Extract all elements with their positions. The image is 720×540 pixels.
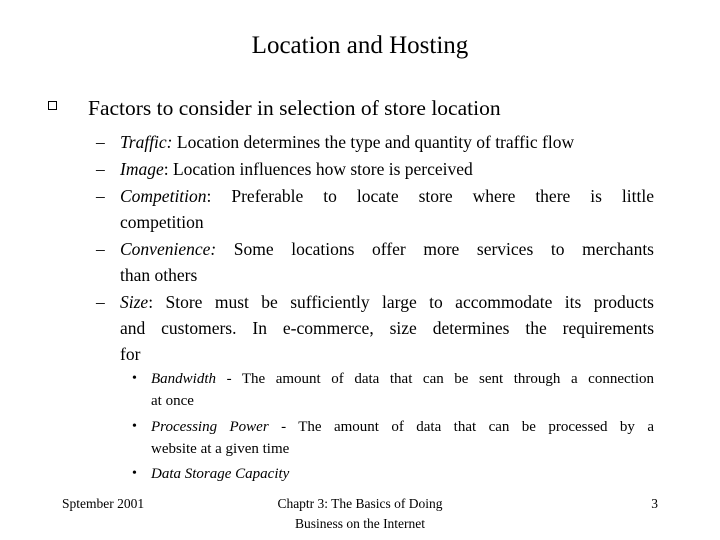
factor-text: Some locations offer more services to merchants — [216, 239, 654, 259]
factor-term: Image — [120, 159, 164, 179]
requirement-data-storage — [132, 463, 654, 485]
footer-chapter — [230, 494, 490, 534]
requirement-processing-power — [132, 416, 654, 460]
page-number: 3 — [651, 496, 658, 511]
dash-bullet-icon: – — [96, 292, 105, 312]
requirement-text-continued: website at a given time — [151, 441, 290, 457]
factor-text-continued: for — [120, 344, 141, 364]
factor-text-continued: and customers. In e-commerce, size determines the requirements — [120, 318, 654, 338]
square-bullet-icon — [48, 101, 57, 110]
factor-size — [96, 289, 654, 367]
factor-text: : Preferable to locate store where there is little — [206, 186, 654, 206]
requirement-term: Data Storage Capacity — [151, 466, 290, 482]
factor-text-continued: competition — [120, 212, 204, 232]
factor-text: Location determines the type and quantity of traffic flow — [172, 132, 575, 152]
footer-chapter-line1: Chaptr 3: The Basics of Doing — [277, 496, 443, 511]
round-bullet-icon: • — [132, 419, 137, 434]
factor-term: Size — [120, 292, 149, 312]
round-bullet-icon: • — [132, 371, 137, 386]
factor-competition — [96, 183, 654, 235]
dash-bullet-icon: – — [96, 159, 105, 179]
footer-date: Sptember 2001 — [62, 496, 145, 511]
factor-term: Traffic: — [120, 132, 173, 152]
slide-title: Location and Hosting — [251, 32, 469, 59]
factor-traffic — [96, 129, 654, 155]
requirement-text: - The amount of data that can be processed by a — [268, 419, 654, 435]
requirement-text: - The amount of data that can be sent through a connection — [216, 371, 654, 387]
dash-bullet-icon: – — [96, 239, 105, 259]
requirement-term: Processing Power — [151, 419, 269, 435]
requirement-text-continued: at once — [151, 393, 194, 409]
factor-term: Competition — [120, 186, 207, 206]
factor-text-continued: than others — [120, 265, 198, 285]
dash-bullet-icon: – — [96, 186, 105, 206]
requirement-term: Bandwidth — [151, 371, 217, 387]
dash-bullet-icon: – — [96, 132, 105, 152]
main-bullet-text: Factors to consider in selection of store location — [88, 96, 501, 120]
footer-chapter-line2: Business on the Internet — [294, 516, 426, 531]
factor-text: : Store must be sufficiently large to accommodate its products — [148, 292, 654, 312]
requirement-bandwidth — [132, 368, 654, 412]
factor-term: Convenience: — [120, 239, 217, 259]
factor-text: : Location influences how store is perceived — [163, 159, 473, 179]
round-bullet-icon: • — [132, 466, 137, 481]
factor-image — [96, 156, 654, 182]
factor-convenience — [96, 236, 654, 288]
